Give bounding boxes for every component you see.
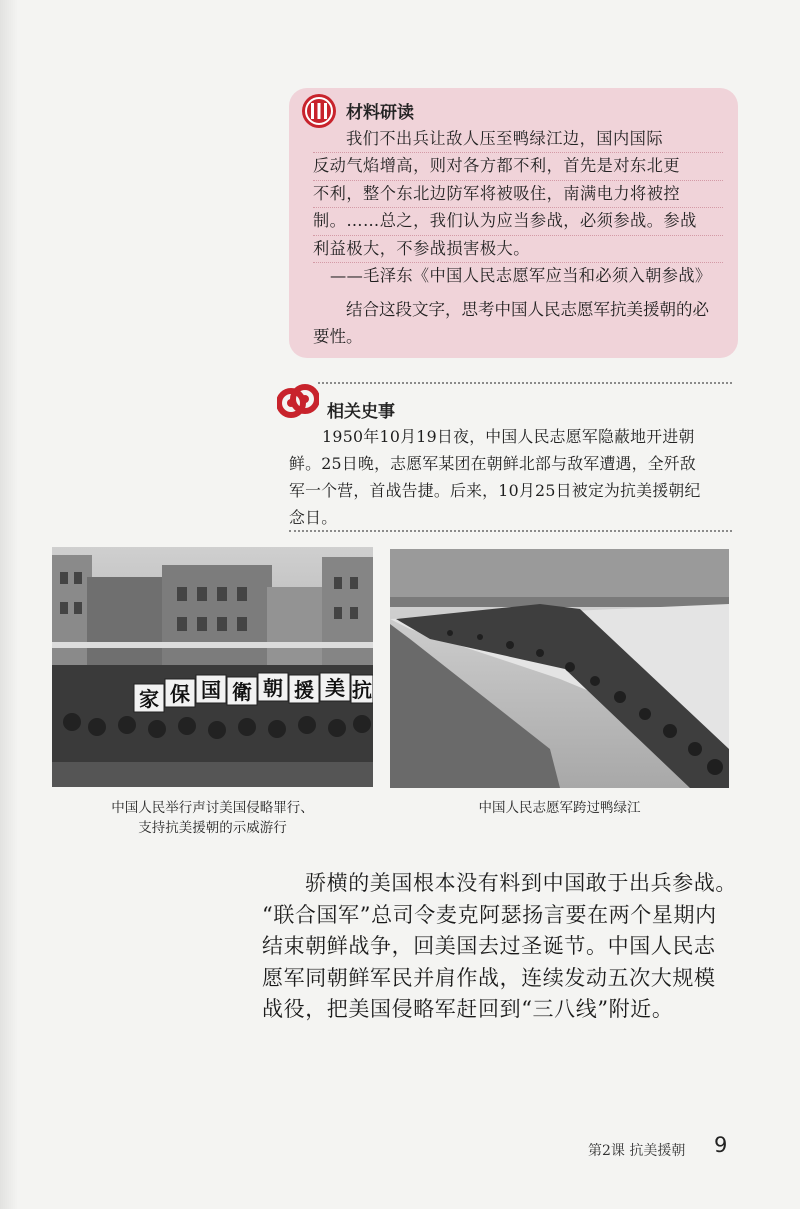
reading-line: 反动气焰增高，则对各方都不利，首先是对东北更 [313, 153, 723, 180]
banner-char: 援 [294, 678, 314, 702]
reading-quote [313, 126, 723, 263]
page-edge [0, 0, 18, 1209]
history-bottom-divider [289, 530, 732, 532]
related-history-icon [277, 383, 319, 419]
reading-source: ——毛泽东《中国人民志愿军应当和必须入朝参战》 [330, 266, 712, 285]
history-line: 念日。 [289, 508, 338, 527]
reading-material-icon [301, 93, 337, 129]
body-paragraph [262, 868, 742, 1026]
banner-char: 朝 [263, 676, 283, 700]
demonstration-photo [52, 547, 373, 787]
body-line: 战役，把美国侵略军赶回到“三八线”附近。 [262, 997, 674, 1021]
demonstration-caption [52, 798, 373, 838]
body-line: 骄横的美国根本没有料到中国敢于出兵参战。 [305, 871, 737, 895]
reading-line: 利益极大，不参战损害极大。 [313, 236, 723, 263]
caption-line: 中国人民举行声讨美国侵略罪行、 [111, 800, 314, 816]
banner-char: 国 [201, 678, 221, 702]
history-top-divider [318, 382, 732, 384]
history-line: 鲜。25日晚，志愿军某团在朝鲜北部与敌军遭遇，全歼敌 [289, 454, 697, 473]
history-line: 1950年10月19日夜，中国人民志愿军隐蔽地开进朝 [322, 427, 695, 446]
banner-char: 衛 [232, 680, 252, 704]
banner-char: 抗 [352, 678, 372, 702]
banner-char: 保 [170, 682, 190, 706]
reading-line: 我们不出兵让敌人压至鸭绿江边，国内国际 [313, 126, 723, 153]
page-number: 9 [714, 1133, 728, 1157]
reading-heading: 材料研读 [346, 103, 414, 123]
banner-char: 美 [325, 676, 345, 700]
history-text [289, 423, 735, 531]
body-line: 愿军同朝鲜军民并肩作战，连续发动五次大规模 [262, 965, 716, 990]
caption-line: 支持抗美援朝的示威游行 [138, 820, 287, 836]
body-line: “联合国军”总司令麦克阿瑟扬言要在两个星期内 [262, 902, 717, 927]
footer-lesson-title: 第2课 抗美援朝 [588, 1143, 686, 1159]
body-line: 结束朝鲜战争，回美国去过圣诞节。中国人民志 [262, 934, 716, 958]
history-line: 军一个营，首战告捷。后来，10月25日被定为抗美援朝纪 [289, 481, 701, 500]
yalu-crossing-photo [390, 549, 729, 788]
reading-question: 结合这段文字，思考中国人民志愿军抗美援朝的必要性。 [313, 300, 709, 346]
reading-line: 制。……总之，我们认为应当参战，必须参战。参战 [313, 208, 723, 235]
history-heading: 相关史事 [327, 402, 395, 422]
yalu-crossing-caption: 中国人民志愿军跨过鸭绿江 [478, 800, 641, 816]
reading-line: 不利，整个东北边防军将被吸住，南满电力将被控 [313, 181, 723, 208]
banner-char: 家 [139, 687, 159, 711]
